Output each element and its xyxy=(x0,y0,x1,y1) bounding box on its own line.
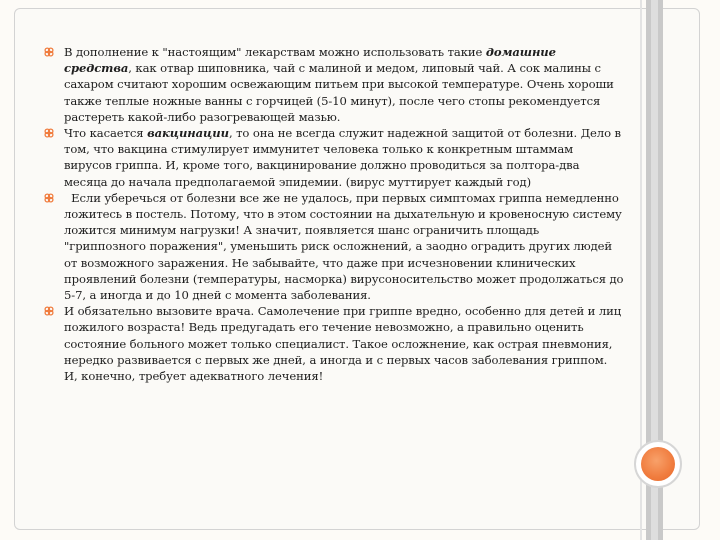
orange-quatrefoil-bullet-icon xyxy=(44,47,54,57)
paragraph-text: В дополнение к "настоящим" лекарствам можно использовать такие xyxy=(64,45,486,59)
paragraph-bed-rest xyxy=(44,190,628,303)
paragraph-text: Что касается xyxy=(64,126,148,141)
orange-quatrefoil-bullet-icon xyxy=(44,128,54,138)
paragraph-vaccination xyxy=(44,125,624,190)
paragraph-home-remedies xyxy=(44,44,624,125)
text-content xyxy=(44,44,628,384)
orange-circle-icon xyxy=(641,447,675,481)
paragraph-call-doctor xyxy=(44,303,624,384)
paragraph-text: И обязательно вызовите врача. Самолечение при гриппе вредно, особенно для детей и лиц пожилого возраста! Ведь предугадать его течение невозможно, а правильно оценить состояние больного может только специалист. Такое осложнение, как острая пневмония, нередко развивается с первых же дней, а иногда и с первых часов заболевания гриппом. И, конечно, требует адекватного лечения! xyxy=(64,304,622,384)
emphasis-text: вакцинации xyxy=(147,126,229,141)
paragraph-text: , как отвар шиповника, чай с малиной и медом, липовый чай. А сок малины с сахаром считают хорошим освежающим питьем при высокой температуре. Очень хороши также теплые ножные ванны с горчицей (5-10 минут), после чего стопы рекомендуется растереть какой-либо разогревающей мазью. xyxy=(64,61,614,124)
orange-quatrefoil-bullet-icon xyxy=(44,306,54,316)
orange-quatrefoil-bullet-icon xyxy=(44,193,54,203)
emphasis-text: домашние средства xyxy=(64,45,556,76)
paragraph-text: Если уберечься от болезни все же не удалось, при первых симптомах гриппа немедленно ложитесь в постель. Потому, что в этом состоянии на дыхательную и кровеносную систему ложится минимум нагрузки! А значит, появляется шанс ограничить площадь "гриппозного поражения", уменьшить риск осложнений, а заодно оградить других людей от возможного заражения. Не забывайте, что даже при исчезновении клинических проявлений болезни (температуры, насморка) вирусоносительство может продолжаться до 5-7, а иногда и до 10 дней с момента заболевания. xyxy=(64,190,628,303)
paragraph-text: , то она не всегда служит надежной защитой от болезни. Дело в том, что вакцина стимулирует иммунитет человека только к конкретным штаммам вирусов гриппа. И, кроме того, вакцинирование должно проводиться за полтора-два месяца до начала предполагаемой эпидемии. (вирус муттирует каждый год) xyxy=(64,126,621,189)
